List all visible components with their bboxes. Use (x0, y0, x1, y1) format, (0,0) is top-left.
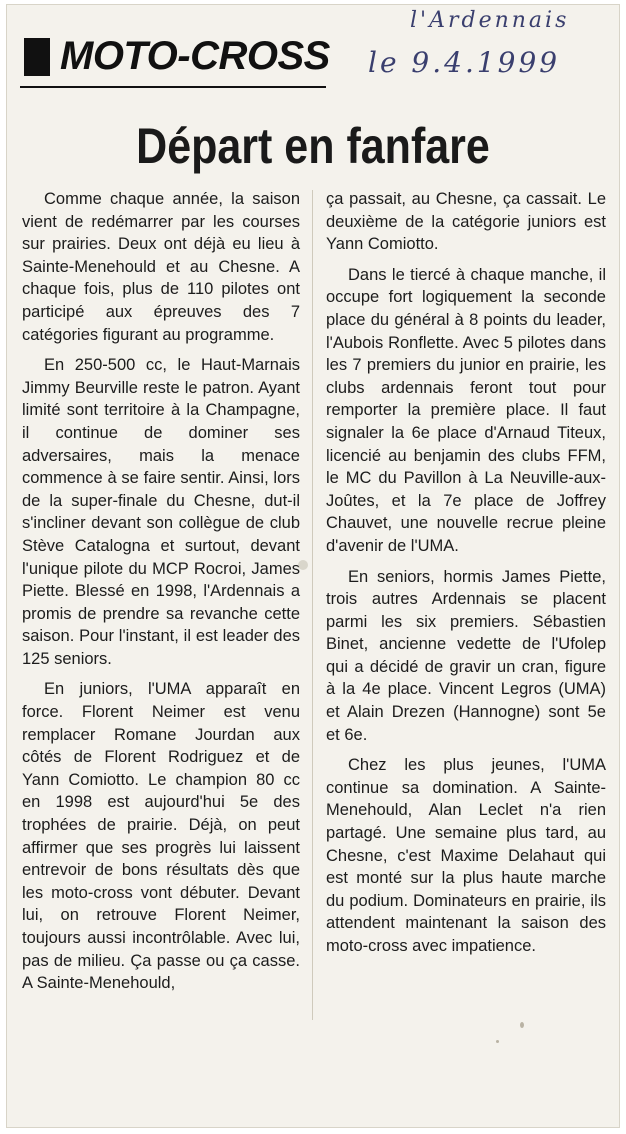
rubric-block-icon (24, 38, 50, 76)
paper-speck (298, 560, 308, 570)
paragraph: En 250-500 cc, le Haut-Marnais Jimmy Beurville reste le patron. Ayant limité sont territoire à la Champagne, il continue de dominer ses adversaires, mais la menace commence à se faire sentir. Ainsi, lors de la super-finale du Chesne, dut-il s'incliner devant son collègue de club Stève Catalogna et surtout, devant l'unique pilote du MCP Rocroi, James Piette. Blessé en 1998, l'Ardennais a promis de prendre sa revanche cette saison. Pour l'instant, il est leader des 125 seniors. (22, 356, 300, 668)
paper-speck (520, 1022, 524, 1028)
section-rubric (20, 30, 330, 88)
column-divider (312, 190, 313, 1020)
paper-speck (496, 1040, 499, 1043)
paragraph: Comme chaque année, la saison vient de redémarrer par les courses sur prairies. Deux ont déjà eu lieu à Sainte-Menehould et au Chesne. A chaque fois, plus de 110 pilotes ont participé aux épreuves des 7 catégories figurant au programme. (22, 190, 300, 344)
handwritten-source: l'Ardennais (410, 8, 570, 33)
handwritten-date: le 9.4.1999 (368, 46, 561, 79)
paragraph: Dans le tiercé à chaque manche, il occupe fort logiquement la seconde place du général à 8 points du leader, l'Aubois Ronflette. Avec 5 pilotes dans les 7 premiers du junior en prairie, les clubs ardennais feront tout pour remporter la première place. Il faut signaler la 6e place d'Arnaud Titeux, licencié au benjamin des clubs FFM, le MC du Pavillon à La Neuville-aux-Joûtes, et la 7e place de Joffrey Chauvet, une nouvelle recrue pleine d'avenir de l'UMA. (326, 265, 606, 555)
paragraph: En seniors, hormis James Piette, trois autres Ardennais se placent parmi les six premiers. Sébastien Binet, ancienne vedette de l'Ufolep qui a décidé de gravir un cran, figure à la 4e place. Vincent Legros (UMA) et Alain Drezen (Hannogne) sont 5e et 6e. (326, 567, 606, 744)
article-column-right (326, 188, 606, 966)
paragraph: Chez les plus jeunes, l'UMA continue sa domination. A Sainte-Menehould, Alan Leclet n'a rien partagé. Une semaine plus tard, au Chesne, c'est Maxime Delahaut qui est monté sur la plus haute marche du podium. Dominateurs en prairie, ils attendent maintenant la saison des moto-cross avec impatience. (326, 756, 606, 955)
article-headline: Départ en fanfare (136, 118, 490, 174)
paragraph: ça passait, au Chesne, ça cassait. Le deuxième de la catégorie juniors est Yann Comiotto. (326, 190, 606, 254)
rubric-title: MOTO-CROSS (60, 34, 330, 78)
paragraph: En juniors, l'UMA apparaît en force. Florent Neimer est venu remplacer Romane Jourdan aux côtés de Florent Rodriguez et de Yann Comiotto. Le champion 80 cc en 1998 est aujourd'hui 5e des trophées de prairie. Déjà, on peut affirmer que ses progrès lui laissent entrevoir de bons résultats dès que les moto-cross vont débuter. Devant lui, on retrouve Florent Neimer, toujours aussi incontrôlable. Avec lui, pas de milieu. Ça passe ou ça casse. A Sainte-Menehould, (22, 680, 300, 993)
article-column-left (22, 188, 300, 1003)
